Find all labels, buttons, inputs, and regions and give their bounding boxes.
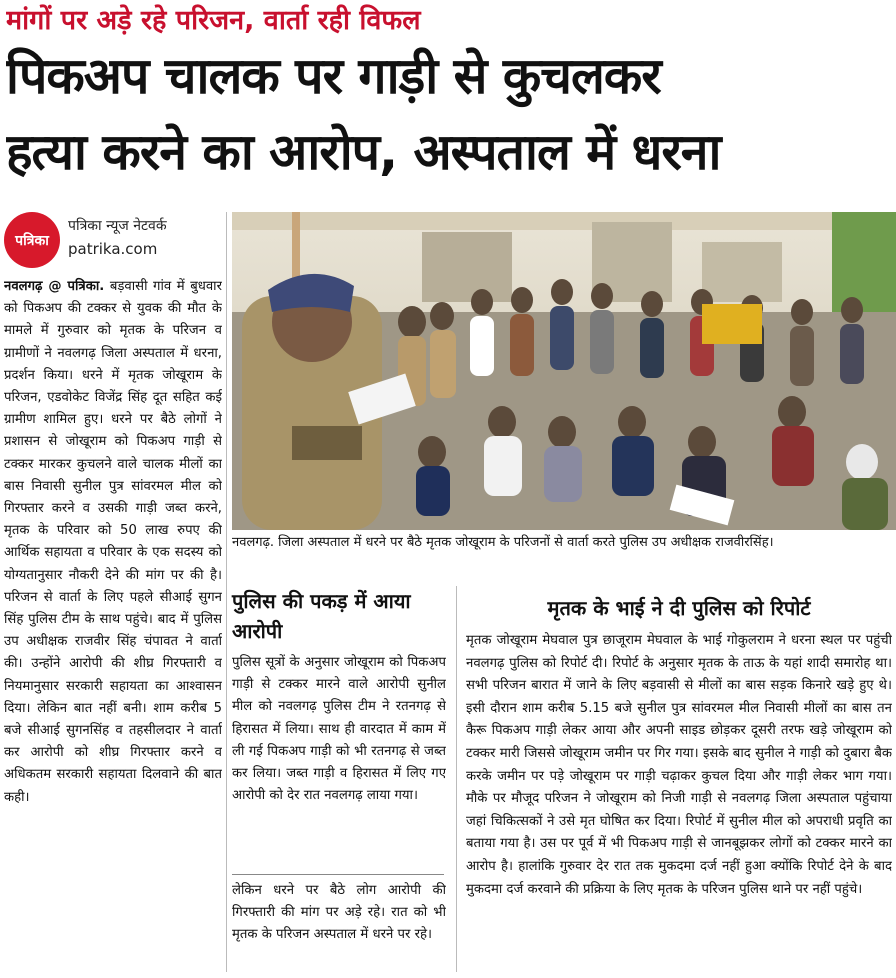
story-body: बड़वासी गांव में बुधवार को पिकअप की टक्कर से युवक की मौत के मामले में गुरुवार को मृतक के परिजन व ग्रामीणों ने नवलगढ़ जिला अस्पताल में धरना, प्रदर्शन किया। धरने में मृतक जोखूराम के परिजन, एडवोकेट विजेंद्र सिंह दूत सहित कई ग्रामीण शामिल हुए। धरने पर बैठे लोगों ने प्रशासन से जोखूराम को पिकअप गाड़ी से टक्कर मारकर कुचलने वाले चालक मीलों का बास निवासी सुनील पुत्र सांवरमल मील को गिरफ्तार करने व उसकी गाड़ी जब्त करने, मृतक के परिवार को 50 लाख रुपए की आर्थिक सहायता व परिवार के एक सदस्य को योग्यतानुसार नौकरी देने की मांग पर की है। परिजन से वार्ता के लिए पहले सीआई सुगन सिंह पुलिस टीम के साथ पहुंचे। बाद में पुलिस उप अधीक्षक राजवीर सिंह चंपावत ने वार्ता की। उन्होंने आरोपी की शीघ्र गिरफ्तारी व नियमानुसार सरकारी सहायता का आश्वासन दिया। लेकिन बात नहीं बनी। शाम करीब 5 बजे सीआई सुगनसिंह व तहसीलदार ने वार्ता कर आरोपी को शीघ्र गिरफ्तार करने व अधिकतम सरकारी सहायता दिलवाने की बात कही।	[4, 279, 222, 805]
sidebar-right-heading: मृतक के भाई ने दी पुलिस को रिपोर्ट	[547, 596, 811, 620]
agency-name: पत्रिका न्यूज नेटवर्क	[68, 218, 167, 234]
sidebar-left-body-2: लेकिन धरने पर बैठे लोग आरोपी की गिरफ्तारी की मांग पर अड़े रहे। रात को भी मृतक के परिजन अस्पताल में धरने पर रहे।	[232, 883, 446, 943]
column-rule	[226, 212, 227, 972]
news-photo	[232, 212, 896, 530]
patrika-logo: पत्रिका	[4, 212, 60, 268]
headline-line-1: पिकअप चालक पर गाड़ी से कुचलकर	[6, 47, 661, 105]
sidebar-left-body: पुलिस सूत्रों के अनुसार जोखूराम को पिकअप गाड़ी से टक्कर मारने वाले आरोपी सुनील मील को नवलगढ़ पुलिस टीम ने रतनगढ़ से हिरासत में लिया। साथ ही वारदात में काम में ली गई पिकअप गाड़ी को भी रतनगढ़ से जब्त कर लिया। जब्त गाड़ी व हिरासत में लिए गए आरोपी को देर रात नवलगढ़ लाया गया।	[232, 655, 446, 804]
sidebar-left-heading: पुलिस की पकड़ में आया आरोपी	[232, 589, 411, 643]
divider	[232, 874, 444, 875]
dateline: नवलगढ़ @ पत्रिका.	[4, 279, 105, 294]
photo-caption: नवलगढ़. जिला अस्पताल में धरने पर बैठे मृतक जोखूराम के परिजनों से वार्ता करते पुलिस उप अधीक्षक राजवीरसिंह।	[232, 535, 774, 550]
sidebar-right-body: मृतक जोखूराम मेघवाल पुत्र छाजूराम मेघवाल के भाई गोकुलराम ने धरना स्थल पर पहुंची नवलगढ़ पुलिस को रिपोर्ट दी। रिपोर्ट के अनुसार मृतक के ताऊ के यहां शादी समारोह था। सभी परिजन बारात में जाने के लिए बड़वासी से मीलों का बास सड़क किनारे खड़े हुए थे। इसी दौरान शाम करीब 5.15 बजे सुनील पुत्र सांवरमल मील निवासी मीलों का बास तन कैरू पिकअप गाड़ी लेकर आया और अपनी साइड छोड़कर दूसरी तरफ खड़े जोखूराम को टक्कर मारी जिससे जोखूराम जमीन पर गिर गया। इसके बाद सुनील ने गाड़ी को दुबारा बैक करके जमीन पर पड़े जोखूराम पर गाड़ी चढ़ाकर कुचल दिया और गाड़ी लेकर भाग गया। मौके पर मौजूद परिजन ने जोखूराम को निजी गाड़ी से नवलगढ़ जिला अस्पताल पहुंचाया जहां चिकित्सकों ने उसे मृत घोषित कर दिया। रिपोर्ट में सुनील मील को अपराधी प्रवृति का बताया गया है। उस पर पूर्व में भी पिकअप गाड़ी से जानबूझकर लोगों को टक्कर मारने का आरोप है। हालांकि गुरुवार देर रात तक मुकदमा दर्ज नहीं हुआ क्योंकि रिपोर्ट देने के बाद मुकदमा दर्ज करवाने की प्रक्रिया के लिए मृतक के परिजन पुलिस थाने पर नहीं पहुंचे।	[466, 633, 892, 897]
byline	[4, 210, 224, 268]
headline-line-2: हत्या करने का आरोप, अस्पताल में धरना	[6, 123, 721, 181]
main-story	[4, 276, 222, 970]
column-rule-2	[456, 586, 457, 972]
kicker-headline: मांगों पर अड़े रहे परिजन, वार्ता रही विफल	[6, 5, 421, 36]
website-link[interactable]: patrika.com	[68, 240, 158, 258]
